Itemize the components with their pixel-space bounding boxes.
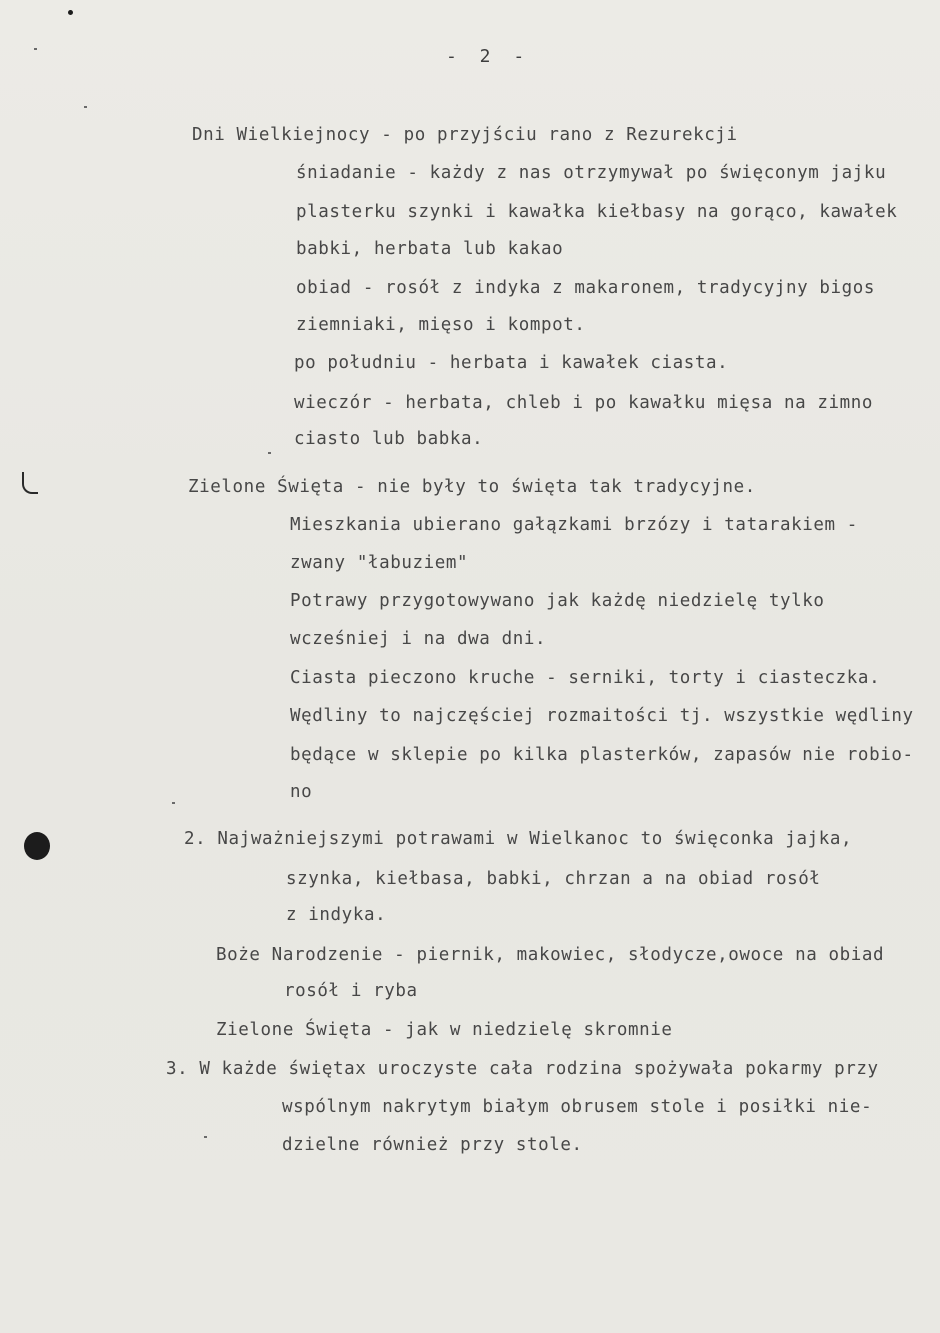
text-line: Zielone Święta - jak w niedzielę skromnie xyxy=(216,1020,673,1040)
text-line: Ciasta pieczono kruche - serniki, torty i ciasteczka. xyxy=(290,668,881,688)
ink-speck xyxy=(204,1136,207,1138)
text-line: Mieszkania ubierano gałązkami brzózy i tatarakiem - xyxy=(290,515,858,535)
text-line: z indyka. xyxy=(286,905,387,925)
text-line: plasterku szynki i kawałka kiełbasy na gorąco, kawałek xyxy=(296,202,898,222)
text-line: ziemniaki, mięso i kompot. xyxy=(296,315,586,335)
text-line: wcześniej i na dwa dni. xyxy=(290,629,547,649)
ink-speck xyxy=(172,802,175,804)
text-line: Dni Wielkiejnocy - po przyjściu rano z Rezurekcji xyxy=(192,125,738,145)
text-line: szynka, kiełbasa, babki, chrzan a na obiad rosół xyxy=(286,869,821,889)
ink-speck xyxy=(68,10,73,15)
text-line: wieczór - herbata, chleb i po kawałku mięsa na zimno xyxy=(294,393,874,413)
ink-speck xyxy=(34,48,37,50)
text-line: wspólnym nakrytym białym obrusem stole i posiłki nie- xyxy=(282,1097,873,1117)
text-line: dzielne również przy stole. xyxy=(282,1135,583,1155)
text-line: no xyxy=(290,782,313,802)
text-line: Zielone Święta - nie były to święta tak tradycyjne. xyxy=(188,477,756,497)
text-line: rosół i ryba xyxy=(284,981,418,1001)
page-number: - 2 - xyxy=(446,46,531,67)
text-line: obiad - rosół z indyka z makaronem, tradycyjny bigos xyxy=(296,278,876,298)
text-line: ciasto lub babka. xyxy=(294,429,484,449)
text-line: zwany "łabuziem" xyxy=(290,553,469,573)
text-line: babki, herbata lub kakao xyxy=(296,239,564,259)
text-line: 2. Najważniejszymi potrawami w Wielkanoc to święconka jajka, xyxy=(184,829,853,849)
text-line: Wędliny to najczęściej rozmaitości tj. wszystkie wędliny xyxy=(290,706,914,726)
text-line: 3. W każde świętax uroczyste cała rodzina spożywała pokarmy przy xyxy=(166,1059,879,1079)
text-line: Potrawy przygotowywano jak każdę niedzielę tylko xyxy=(290,591,825,611)
ink-speck xyxy=(84,106,87,108)
text-line: Boże Narodzenie - piernik, makowiec, słodycze,owoce na obiad xyxy=(216,945,885,965)
margin-bracket-mark xyxy=(22,472,38,494)
ink-speck xyxy=(268,452,271,454)
text-line: po południu - herbata i kawałek ciasta. xyxy=(294,353,729,373)
punch-hole xyxy=(24,832,50,860)
text-line: śniadanie - każdy z nas otrzymywał po święconym jajku xyxy=(296,163,887,183)
text-line: będące w sklepie po kilka plasterków, zapasów nie robio- xyxy=(290,745,914,765)
